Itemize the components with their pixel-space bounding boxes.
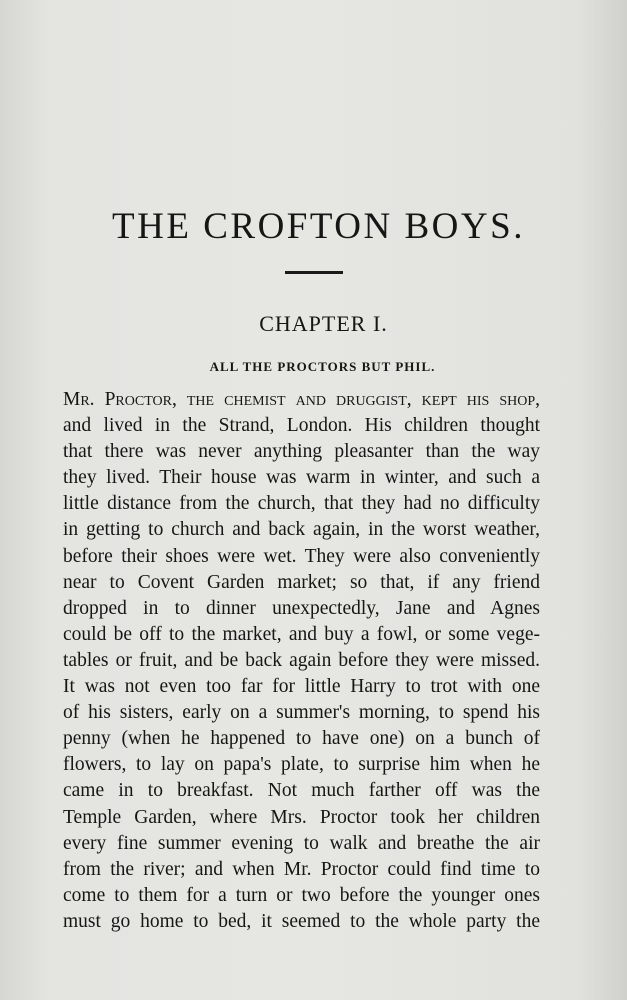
title-divider — [285, 271, 343, 274]
chapter-subtitle: ALL THE PROCTORS BUT PHIL. — [209, 359, 436, 374]
text-line-10: could be off to the market, and buy a fowl, or some vege- — [63, 623, 540, 645]
text-line-16: came in to breakfast. Not much farther off was the — [63, 780, 540, 802]
text-line-9: dropped in to dinner unexpectedly, Jane and Agnes — [63, 597, 540, 619]
text-line-15: flowers, to lay on papa's plate, to surprise him when he — [63, 754, 540, 776]
text-line-17: Temple Garden, where Mrs. Proctor took her children — [63, 806, 540, 828]
text-line-12: It was not even too far for little Harry to trot with one — [63, 676, 540, 698]
text-line-1 — [63, 387, 540, 413]
text-line-19: from the river; and when Mr. Proctor could find time to — [63, 858, 540, 880]
text-line-13: of his sisters, early on a summer's morning, to spend his — [63, 702, 540, 724]
text-line-3: that there was never anything pleasanter than the way — [63, 441, 540, 463]
text-line-11: tables or fruit, and be back again before they were missed. — [63, 649, 540, 671]
text-line-14: penny (when he happened to have one) on a bunch of — [63, 728, 540, 750]
text-line-5: little distance from the church, that they had no difficulty — [63, 493, 540, 515]
text-line-6: in getting to church and back again, in the worst weather, — [63, 519, 540, 541]
book-title: THE CROFTON BOYS. — [112, 206, 525, 247]
text-line-8: near to Covent Garden market; so that, if any friend — [63, 571, 540, 593]
chapter-heading: CHAPTER I. — [259, 311, 388, 336]
text-line-7: before their shoes were wet. They were also conveniently — [63, 545, 540, 567]
text-line-1-content: Mr. Proctor, the chemist and druggist, kept his shop, — [63, 389, 540, 410]
text-line-21: must go home to bed, it seemed to the whole party the — [63, 910, 540, 932]
text-line-2: and lived in the Strand, London. His children thought — [63, 415, 540, 437]
text-line-18: every fine summer evening to walk and breathe the air — [63, 832, 540, 854]
text-line-20: come to them for a turn or two before the younger ones — [63, 884, 540, 906]
text-line-4: they lived. Their house was warm in winter, and such a — [63, 467, 540, 489]
chapter-paragraph — [63, 387, 540, 935]
